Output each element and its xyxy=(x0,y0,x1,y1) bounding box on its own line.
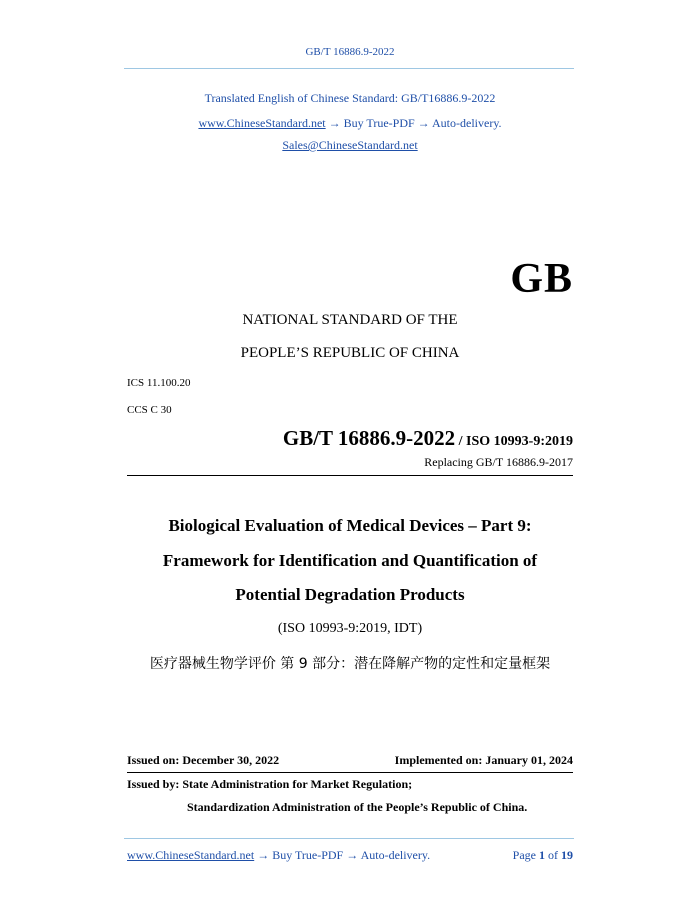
standard-number-line xyxy=(283,426,573,451)
promo-translation-line: Translated English of Chinese Standard: GB/T16886.9-2022 xyxy=(204,91,496,105)
issue-divider xyxy=(127,772,573,773)
footer-purchase-line xyxy=(127,848,430,863)
header-divider xyxy=(124,68,574,69)
standard-separator: / xyxy=(455,434,467,449)
title-line2: Framework for Identification and Quantification of xyxy=(162,551,538,570)
page-of: of xyxy=(548,848,558,862)
ccs-code: CCS C 30 xyxy=(127,404,172,416)
national-standard-line1: NATIONAL STANDARD OF THE xyxy=(242,312,458,328)
replacing-note: Replacing GB/T 16886.9-2017 xyxy=(424,455,573,469)
gb-logo: GB xyxy=(510,256,573,302)
page-label: Page xyxy=(512,848,536,862)
footer-divider xyxy=(124,838,574,839)
title-line1: Biological Evaluation of Medical Devices – Part 9: xyxy=(168,516,532,535)
national-standard-line2: PEOPLE’S REPUBLIC OF CHINA xyxy=(240,345,460,361)
header-standard-code: GB/T 16886.9-2022 xyxy=(305,46,395,58)
iso-number: ISO 10993-9:2019 xyxy=(466,434,573,449)
footer-purchase-text: → Buy True-PDF → Auto-delivery. xyxy=(254,848,431,862)
site-link[interactable]: www.ChineseStandard.net xyxy=(198,116,326,130)
issued-by: Issued by: State Administration for Market Regulation; xyxy=(127,777,413,791)
title-divider xyxy=(127,475,573,476)
page-indicator xyxy=(513,848,573,863)
chinese-title: 医疗器械生物学评价 第 9 部分：潜在降解产物的定性和定量框架 xyxy=(149,656,551,672)
page-current: 1 xyxy=(539,848,545,862)
promo-email-line xyxy=(0,138,700,153)
footer-site-link[interactable]: www.ChineseStandard.net xyxy=(127,848,255,862)
title-line3: Potential Degradation Products xyxy=(235,585,465,604)
ics-code: ICS 11.100.20 xyxy=(127,377,191,389)
implemented-on-date: Implemented on: January 01, 2024 xyxy=(394,753,573,767)
promo-purchase-line xyxy=(0,116,700,131)
standard-number: GB/T 16886.9-2022 xyxy=(282,426,456,450)
issued-on-date: Issued on: December 30, 2022 xyxy=(127,753,280,767)
issued-by-secondary: Standardization Administration of the People’s Republic of China. xyxy=(187,800,528,814)
purchase-text: → Buy True-PDF → Auto-delivery. xyxy=(325,116,502,130)
iso-reference: (ISO 10993-9:2019, IDT) xyxy=(277,621,423,636)
page-total: 19 xyxy=(561,848,573,862)
email-link[interactable]: Sales@ChineseStandard.net xyxy=(282,138,418,152)
